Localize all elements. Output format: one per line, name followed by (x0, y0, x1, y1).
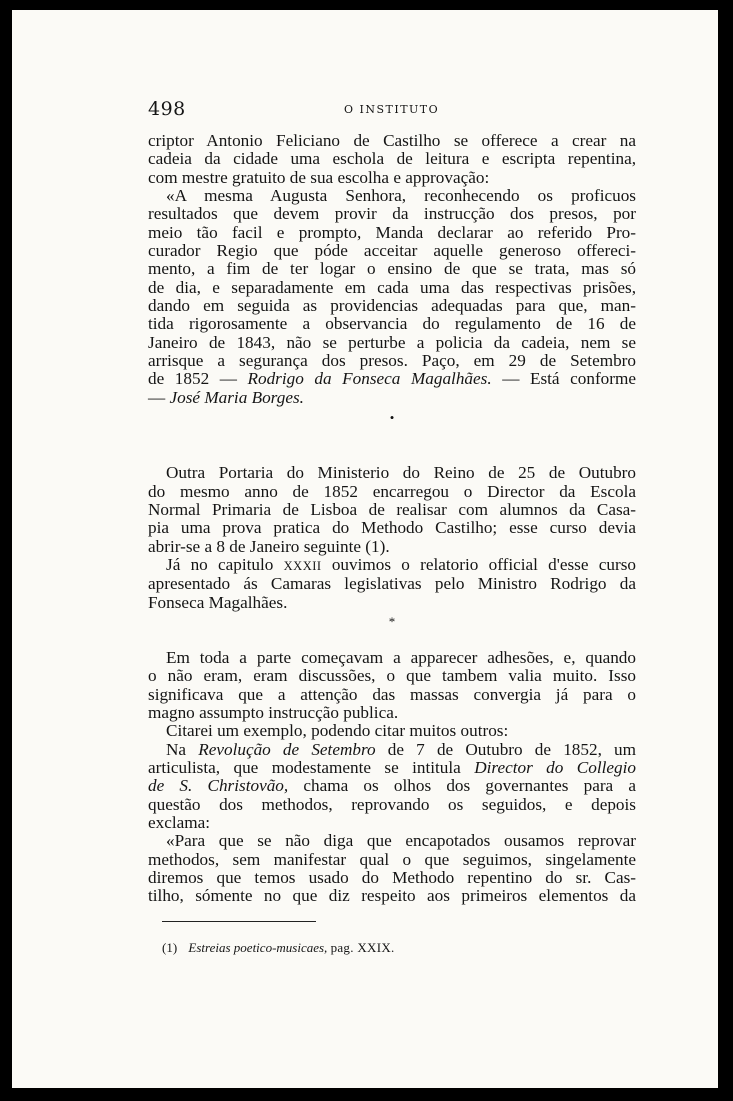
text-segment: articulista, que modestamente se intitula (148, 757, 475, 777)
text-line: methodos, sem manifestar qual o que seguimos, singelamente (148, 849, 636, 869)
body-text (148, 132, 636, 906)
running-head: O INSTITUTO (344, 103, 440, 116)
footnote-ref: (1) (162, 940, 178, 955)
text-line: mento, a fim de ter logar o ensino de que se trata, mas só (148, 259, 636, 279)
text-line: meio tão facil e prompto, Manda declarar ao referido Pro- (148, 222, 636, 242)
page-number: 498 (148, 98, 186, 120)
chapter-numeral: XXXII (283, 558, 322, 573)
text-line: Normal Primaria de Lisboa de realisar com alumnos da Casa- (148, 499, 636, 519)
text-line (148, 741, 636, 759)
text-segment: ouvimos o relatorio official d'esse curso (321, 554, 636, 574)
italic-title: de S. Christovão, (148, 776, 289, 796)
section-separator: • (389, 410, 395, 426)
text-segment: de 7 de Outubro de 1852, um (375, 739, 636, 759)
text-segment: Já no capitulo (166, 554, 284, 574)
text-line: do mesmo anno de 1852 encarregou o Director da Escola (148, 481, 636, 501)
text-line: Outra Portaria do Ministerio do Reino de 25 de Outubro (166, 463, 636, 483)
footnote-rule (162, 921, 316, 922)
italic-title: Director do Collegio (474, 757, 636, 777)
text-line: tilho, sómente no que diz respeito aos primeiros elementos da (148, 886, 636, 906)
footnote (162, 940, 632, 956)
signature-name: Rodrigo da Fonseca Magalhães. (247, 369, 492, 389)
footnote-page: pag. XXIX. (330, 940, 395, 955)
signature-name: José Maria Borges. (169, 387, 304, 407)
text-line: exclama: (148, 813, 211, 832)
text-line: Em toda a parte começavam a apparecer adhesões, e, quando (166, 647, 636, 667)
text-line: com mestre gratuito de sua escolha e approvação: (148, 167, 490, 187)
page-header (148, 98, 648, 122)
text-line: criptor Antonio Feliciano de Castilho se offerece a crear na (148, 131, 636, 150)
text-line: tida rigorosamente a observancia do regulamento de 16 de (148, 314, 636, 334)
text-line: «A mesma Augusta Senhora, reconhecendo os proficuos (166, 186, 636, 206)
text-line: arrisque a segurança dos presos. Paço, em 29 de Setembro (148, 351, 636, 371)
text-line (148, 370, 636, 388)
text-segment: de 1852 — (148, 369, 248, 389)
text-line: apresentado ás Camaras legislativas pelo Ministro Rodrigo da (148, 574, 636, 594)
text-line: curador Regio que póde acceitar aquelle generoso offereci- (148, 241, 636, 261)
text-segment: Na (166, 739, 199, 759)
text-line: pia uma prova pratica do Methodo Castilho; esse curso devia (148, 518, 636, 538)
text-line: Citarei um exemplo, podendo citar muitos outros: (166, 721, 509, 741)
text-line: cadeia da cidade uma eschola de leitura e escripta repentina, (148, 149, 636, 169)
text-line: Janeiro de 1843, não se perturbe a policia da cadeia, nem se (148, 332, 636, 352)
text-segment: chama os olhos dos governantes para a (288, 776, 636, 796)
text-line: magno assumpto instrucção publica. (148, 702, 399, 722)
text-line: diremos que temos usado do Methodo repentino do sr. Cas- (148, 868, 636, 888)
text-line (148, 389, 636, 407)
text-line: dando em seguida as providencias adequadas para que, man- (148, 296, 636, 316)
footnote-title: Estreias poetico-musicaes, (188, 940, 328, 955)
text-line: «Para que se não diga que encapotados ousamos reprovar (166, 831, 636, 851)
text-line: de dia, e separadamente em cada uma das respectivas prisões, (148, 277, 636, 297)
text-line: Fonseca Magalhães. (148, 592, 288, 612)
text-line (148, 556, 636, 575)
book-page (12, 10, 718, 1088)
newspaper-title: Revolução de Setembro (198, 739, 376, 759)
section-separator: * (388, 613, 396, 629)
text-line: resultados que devem provir da instrucção dos presos, por (148, 204, 636, 224)
text-segment: — Está conforme (491, 369, 636, 389)
text-line (148, 759, 636, 777)
text-line (148, 777, 636, 795)
text-line: questão dos methodos, reprovando os seguidos, e depois (148, 794, 636, 814)
text-line: o não eram, eram discussões, o que tambem valia muito. Isso (148, 666, 636, 686)
text-segment: — (148, 387, 170, 407)
text-line: significava que a attenção das massas convergia já para o (148, 684, 636, 704)
text-line: abrir-se a 8 de Janeiro seguinte (1). (148, 536, 390, 556)
